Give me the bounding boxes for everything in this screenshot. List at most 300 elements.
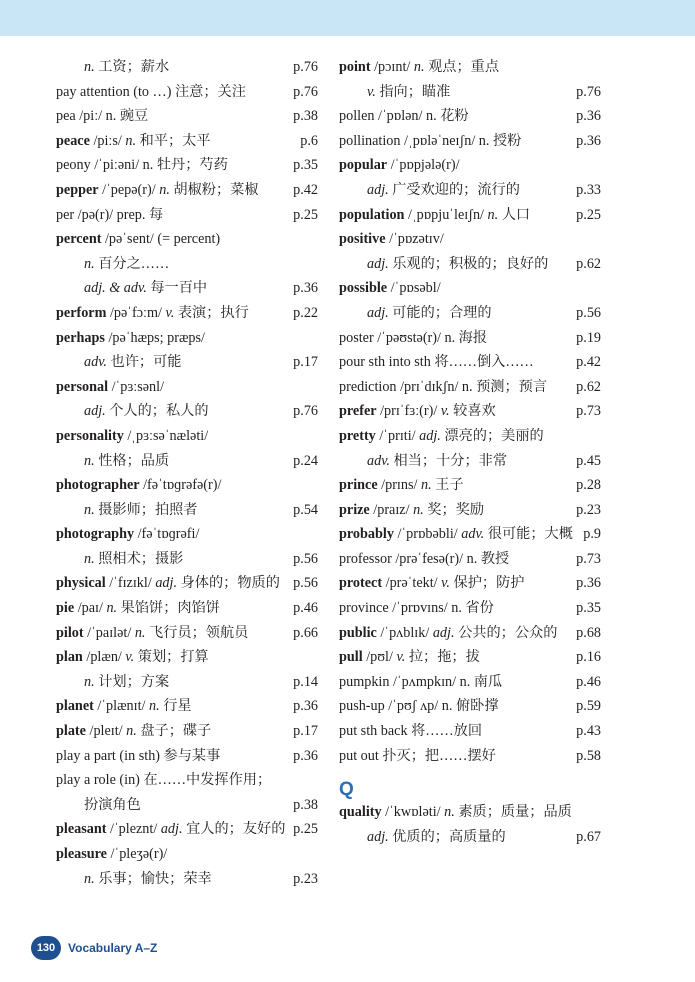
vocab-entry bbox=[339, 129, 601, 154]
entry-definition: 保护；防护 bbox=[449, 575, 525, 592]
entry-headword: protect bbox=[339, 575, 383, 592]
entry-text bbox=[56, 526, 199, 542]
entry-page-ref: p.45 bbox=[576, 452, 601, 469]
entry-definition: 广受欢迎的；流行的 bbox=[388, 181, 520, 198]
entry-definition: 盘子；碟子 bbox=[136, 723, 212, 740]
entry-pronunciation: /ˈpɒzətɪv/ bbox=[385, 231, 444, 248]
entry-page-ref: p.36 bbox=[293, 280, 318, 297]
entry-definition: push-up /ˈpʊʃ ʌp/ n. 俯卧撑 bbox=[339, 698, 499, 715]
entry-definition: play a role (in) 在……中发挥作用； bbox=[56, 772, 272, 789]
entry-definition: province /ˈprɒvɪns/ n. 省份 bbox=[339, 600, 494, 617]
entry-headword: pull bbox=[339, 649, 363, 666]
vocab-entry bbox=[56, 596, 318, 621]
entry-text bbox=[56, 674, 169, 690]
entry-pronunciation: /pəˈsent/ (= percent) bbox=[101, 231, 221, 248]
entry-definition: 相当；十分；非常 bbox=[389, 452, 508, 469]
entry-text bbox=[56, 649, 209, 665]
entry-headword: perhaps bbox=[56, 329, 105, 346]
entry-page-ref: p.76 bbox=[576, 83, 601, 100]
entry-definition: 果馅饼；肉馅饼 bbox=[117, 600, 220, 617]
entry-page-ref: p.9 bbox=[583, 526, 601, 543]
vocab-entry bbox=[339, 800, 601, 825]
entry-text bbox=[339, 748, 496, 764]
entry-text bbox=[56, 797, 141, 813]
entry-text bbox=[339, 502, 484, 518]
entry-text bbox=[339, 157, 460, 173]
entry-part-of-speech: n. bbox=[84, 452, 95, 469]
entry-pronunciation: /ˈpleznt/ bbox=[106, 821, 161, 838]
entry-headword: probably bbox=[339, 526, 394, 543]
entry-text bbox=[56, 133, 211, 149]
entry-definition: 策划；打算 bbox=[134, 649, 209, 666]
entry-text bbox=[339, 403, 496, 419]
entry-part-of-speech: n. bbox=[84, 673, 95, 690]
entry-text bbox=[339, 280, 441, 296]
entry-part-of-speech: n. bbox=[159, 181, 170, 198]
vocab-entry bbox=[56, 80, 318, 105]
vocab-entry bbox=[56, 203, 318, 228]
vocab-entry bbox=[339, 670, 601, 695]
entry-headword: population bbox=[339, 206, 405, 223]
entry-definition: 个人的；私人的 bbox=[105, 403, 209, 420]
entry-page-ref: p.36 bbox=[576, 575, 601, 592]
entry-part-of-speech: adj. bbox=[367, 181, 389, 198]
vocab-entry bbox=[56, 621, 318, 646]
entry-pronunciation: /ˈpepə(r)/ bbox=[98, 181, 160, 198]
entry-text bbox=[339, 723, 482, 739]
vocab-entry bbox=[56, 842, 318, 867]
entry-text bbox=[56, 330, 205, 346]
entry-part-of-speech: adv. bbox=[367, 452, 390, 469]
entry-definition: 也许；可能 bbox=[106, 354, 182, 371]
vocab-entry bbox=[56, 326, 318, 351]
entry-pronunciation: /ˈprɒbəbli/ bbox=[393, 526, 462, 543]
entry-text bbox=[56, 182, 259, 198]
entry-text bbox=[339, 59, 499, 75]
entry-text bbox=[56, 305, 249, 321]
entry-headword: possible bbox=[339, 280, 388, 297]
vocab-entry bbox=[339, 350, 601, 375]
entry-definition: 扮演角色 bbox=[84, 796, 141, 813]
entry-text bbox=[56, 698, 192, 714]
entry-page-ref: p.62 bbox=[576, 378, 601, 395]
entry-text bbox=[56, 403, 209, 419]
entry-headword: pilot bbox=[56, 624, 84, 641]
entry-headword: peace bbox=[56, 132, 90, 149]
entry-text bbox=[339, 600, 494, 616]
vocab-entry bbox=[56, 252, 318, 277]
entry-definition: pollination /ˌpɒləˈneɪʃn/ n. 授粉 bbox=[339, 132, 522, 149]
vocab-entry bbox=[56, 694, 318, 719]
entry-page-ref: p.43 bbox=[576, 723, 601, 740]
entry-pronunciation: /pɔɪnt/ bbox=[370, 59, 414, 75]
entry-text bbox=[339, 330, 487, 346]
vocab-entry bbox=[339, 326, 601, 351]
entry-part-of-speech: adj. & adv. bbox=[84, 280, 147, 297]
entry-pronunciation: /prəˈtekt/ bbox=[382, 575, 442, 592]
entry-definition: prediction /prɪˈdɪkʃn/ n. 预测；预言 bbox=[339, 378, 548, 395]
entry-page-ref: p.73 bbox=[576, 403, 601, 420]
entry-definition: 飞行员；领航员 bbox=[145, 624, 249, 641]
entry-pronunciation: /pʊl/ bbox=[362, 649, 397, 666]
vocab-entry bbox=[339, 645, 601, 670]
vocab-entry bbox=[56, 55, 318, 80]
vocab-entry bbox=[339, 621, 601, 646]
entry-part-of-speech: adv. bbox=[84, 354, 107, 371]
entry-part-of-speech: adj. bbox=[367, 828, 389, 845]
entry-headword: positive bbox=[339, 231, 386, 248]
entry-pronunciation: /prɪns/ bbox=[377, 477, 421, 494]
entry-text bbox=[56, 748, 220, 764]
entry-text bbox=[56, 772, 271, 788]
vocab-entry bbox=[339, 719, 601, 744]
vocab-entry bbox=[56, 645, 318, 670]
entry-text bbox=[339, 698, 499, 714]
entry-definition: 指向；瞄准 bbox=[375, 83, 451, 100]
entry-definition: play a part (in sth) 参与某事 bbox=[56, 747, 221, 764]
vocab-entry bbox=[56, 375, 318, 400]
vocab-entry bbox=[339, 375, 601, 400]
vocab-entry bbox=[56, 129, 318, 154]
entry-part-of-speech: v. bbox=[165, 304, 175, 321]
entry-definition: put sth back 将……放回 bbox=[339, 723, 483, 740]
entry-part-of-speech: n. bbox=[84, 255, 95, 272]
entry-text bbox=[339, 575, 524, 591]
vocab-entry bbox=[339, 694, 601, 719]
vocab-entry bbox=[56, 744, 318, 769]
vocab-entry bbox=[339, 276, 601, 301]
entry-text bbox=[339, 625, 557, 641]
entry-page-ref: p.46 bbox=[576, 673, 601, 690]
vocab-entry bbox=[56, 793, 318, 818]
entry-headword: prize bbox=[339, 501, 370, 518]
entry-page-ref: p.22 bbox=[293, 304, 318, 321]
entry-page-ref: p.56 bbox=[576, 304, 601, 321]
entry-pronunciation: /ˈpɜːsənl/ bbox=[108, 378, 165, 395]
entry-part-of-speech: n. bbox=[149, 698, 160, 715]
vocab-entry bbox=[339, 449, 601, 474]
left-column bbox=[56, 55, 318, 891]
entry-text bbox=[56, 846, 167, 862]
entry-page-ref: p.66 bbox=[293, 624, 318, 641]
vocab-entry bbox=[56, 227, 318, 252]
entry-page-ref: p.73 bbox=[576, 550, 601, 567]
vocab-entry bbox=[339, 153, 601, 178]
entry-text bbox=[339, 379, 547, 395]
entry-definition: 观点；重点 bbox=[424, 59, 500, 75]
entry-definition: 和平；太平 bbox=[136, 132, 211, 149]
entry-text bbox=[56, 207, 163, 223]
entry-page-ref: p.54 bbox=[293, 501, 318, 518]
entry-headword: photography bbox=[56, 526, 135, 543]
entry-page-ref: p.35 bbox=[576, 600, 601, 617]
entry-headword: planet bbox=[56, 698, 94, 715]
entry-headword: pie bbox=[56, 600, 75, 617]
entry-part-of-speech: adj. bbox=[155, 575, 178, 592]
entry-part-of-speech: v. bbox=[441, 575, 450, 592]
entry-pronunciation: /ˈpleʒə(r)/ bbox=[106, 846, 168, 862]
entry-definition: 较喜欢 bbox=[449, 403, 496, 420]
entry-part-of-speech: n. bbox=[125, 132, 137, 149]
entry-definition: 身体的；物质的 bbox=[177, 575, 280, 592]
entry-part-of-speech: adj. bbox=[160, 821, 183, 838]
entry-page-ref: p.25 bbox=[576, 206, 601, 223]
entry-headword: quality bbox=[339, 804, 382, 821]
entry-text bbox=[56, 379, 164, 395]
section-letter-q: Q bbox=[339, 779, 354, 801]
entry-page-ref: p.59 bbox=[576, 698, 601, 715]
entry-definition: 优质的；高质量的 bbox=[388, 828, 506, 845]
entry-text bbox=[56, 625, 248, 641]
entry-text bbox=[339, 84, 450, 100]
vocab-entry bbox=[56, 424, 318, 449]
entry-part-of-speech: n. bbox=[487, 206, 499, 223]
entry-definition: 性格；品质 bbox=[94, 452, 170, 469]
entry-page-ref: p.58 bbox=[576, 747, 601, 764]
vocab-entry bbox=[56, 153, 318, 178]
right-column bbox=[339, 55, 601, 849]
entry-text bbox=[339, 649, 480, 665]
entry-text bbox=[56, 575, 280, 591]
entry-definition: 人口 bbox=[498, 206, 531, 223]
entry-text bbox=[56, 428, 208, 444]
entry-part-of-speech: n. bbox=[84, 59, 95, 75]
entry-text bbox=[339, 256, 548, 272]
vocab-entry bbox=[339, 473, 601, 498]
entry-pronunciation: /ˈpaɪlət/ bbox=[83, 624, 135, 641]
entry-text bbox=[56, 280, 207, 296]
vocab-entry bbox=[339, 498, 601, 523]
entry-page-ref: p.6 bbox=[300, 132, 318, 149]
vocab-entry bbox=[56, 104, 318, 129]
entry-part-of-speech: v. bbox=[396, 649, 406, 666]
entry-pronunciation: /prɪˈfɜː(r)/ bbox=[376, 403, 441, 420]
entry-text bbox=[56, 354, 181, 370]
entry-pronunciation: /piːs/ bbox=[89, 132, 126, 149]
entry-definition: 漂亮的；美丽的 bbox=[440, 427, 544, 444]
entry-definition: 可能的；合理的 bbox=[388, 304, 492, 321]
entry-pronunciation: /pleɪt/ bbox=[85, 723, 127, 740]
entry-definition: 表演；执行 bbox=[174, 304, 249, 321]
entry-part-of-speech: n. bbox=[420, 477, 432, 494]
entry-text bbox=[56, 453, 169, 469]
entry-page-ref: p.42 bbox=[576, 354, 601, 371]
entry-text bbox=[339, 829, 506, 845]
entry-definition: 乐事；愉快；荣幸 bbox=[94, 870, 212, 887]
entry-page-ref: p.62 bbox=[576, 255, 601, 272]
entry-headword: public bbox=[339, 624, 377, 641]
entry-text bbox=[339, 108, 469, 124]
entry-page-ref: p.76 bbox=[293, 59, 318, 75]
entry-part-of-speech: n. bbox=[444, 804, 455, 821]
entry-headword: prefer bbox=[339, 403, 377, 420]
entry-page-ref: p.25 bbox=[293, 821, 318, 838]
entry-headword: photographer bbox=[56, 477, 140, 494]
entry-pronunciation: /pəˈhæps; præps/ bbox=[104, 329, 205, 346]
vocab-entry bbox=[56, 449, 318, 474]
entry-page-ref: p.76 bbox=[293, 403, 318, 420]
entry-text bbox=[339, 453, 507, 469]
vocab-entry bbox=[339, 55, 601, 80]
entry-headword: pleasure bbox=[56, 846, 107, 862]
entry-text bbox=[339, 477, 464, 493]
vocab-entry bbox=[339, 522, 601, 547]
entry-text bbox=[56, 231, 220, 247]
vocab-entry bbox=[56, 670, 318, 695]
entry-page-ref: p.76 bbox=[293, 83, 318, 100]
entry-page-ref: p.14 bbox=[293, 673, 318, 690]
entry-part-of-speech: n. bbox=[84, 550, 95, 567]
vocab-entry bbox=[339, 825, 601, 850]
vocab-entry bbox=[339, 227, 601, 252]
entry-pronunciation: /ˈpʌblɪk/ bbox=[376, 624, 433, 641]
entry-definition: poster /ˈpəʊstə(r)/ n. 海报 bbox=[339, 329, 488, 346]
entry-page-ref: p.38 bbox=[293, 796, 318, 813]
entry-text bbox=[339, 551, 509, 567]
entry-page-ref: p.35 bbox=[293, 157, 318, 174]
entry-text bbox=[339, 354, 534, 370]
entry-pronunciation: /ˈpɒsəbl/ bbox=[387, 280, 441, 297]
entry-text bbox=[56, 821, 285, 837]
entry-headword: pepper bbox=[56, 181, 99, 198]
vocab-entry bbox=[339, 252, 601, 277]
entry-part-of-speech: adj. bbox=[419, 427, 441, 444]
entry-text bbox=[339, 804, 572, 820]
entry-page-ref: p.46 bbox=[293, 600, 318, 617]
entry-text bbox=[56, 600, 220, 616]
page-number: 130 bbox=[31, 936, 61, 960]
entry-definition: 行星 bbox=[159, 698, 192, 715]
vocab-entry bbox=[56, 768, 318, 793]
entry-headword: physical bbox=[56, 575, 106, 592]
entry-page-ref: p.56 bbox=[293, 575, 318, 592]
entry-page-ref: p.16 bbox=[576, 649, 601, 666]
vocab-entry bbox=[339, 80, 601, 105]
entry-headword: popular bbox=[339, 157, 388, 174]
entry-text bbox=[339, 526, 573, 542]
entry-text bbox=[339, 133, 521, 149]
vocab-entry bbox=[339, 178, 601, 203]
entry-pronunciation: /paɪ/ bbox=[74, 600, 107, 617]
entry-page-ref: p.17 bbox=[293, 354, 318, 371]
entry-pronunciation: /ˌpɒpjuˈleɪʃn/ bbox=[404, 206, 488, 223]
vocab-entry bbox=[339, 301, 601, 326]
entry-definition: 奖；奖励 bbox=[423, 501, 485, 518]
vocab-entry bbox=[56, 399, 318, 424]
entry-part-of-speech: n. bbox=[84, 870, 95, 887]
entry-pronunciation: /ˈkwɒləti/ bbox=[381, 804, 445, 821]
entry-text bbox=[339, 305, 492, 321]
entry-part-of-speech: adj. bbox=[367, 304, 389, 321]
entry-pronunciation: /pəˈfɔːm/ bbox=[106, 304, 166, 321]
entry-part-of-speech: n. bbox=[413, 501, 424, 518]
entry-pronunciation: /fəˈtɒɡrəfi/ bbox=[134, 526, 200, 543]
header-band bbox=[0, 0, 695, 36]
entry-pronunciation: /ˈpɒpjələ(r)/ bbox=[387, 157, 460, 174]
entry-page-ref: p.28 bbox=[576, 477, 601, 494]
entry-pronunciation: /praɪz/ bbox=[369, 501, 414, 518]
entry-text bbox=[56, 108, 148, 124]
entry-part-of-speech: adj. bbox=[84, 403, 106, 420]
entry-definition: 工资；薪水 bbox=[94, 59, 170, 75]
entry-definition: 百分之…… bbox=[94, 255, 170, 272]
entry-headword: personal bbox=[56, 378, 109, 395]
entry-headword: personality bbox=[56, 427, 124, 444]
vocab-entry bbox=[56, 571, 318, 596]
page-footer bbox=[31, 935, 157, 961]
entry-part-of-speech: v. bbox=[367, 83, 376, 100]
entry-text bbox=[339, 428, 544, 444]
entry-definition: 宜人的；友好的 bbox=[182, 821, 286, 838]
entry-definition: 拉；拖；拔 bbox=[405, 649, 480, 666]
entry-text bbox=[56, 551, 183, 567]
entry-part-of-speech: adj. bbox=[432, 624, 455, 641]
entry-page-ref: p.25 bbox=[293, 206, 318, 223]
vocab-entry bbox=[339, 424, 601, 449]
entry-pronunciation: /ˈprɪti/ bbox=[375, 427, 420, 444]
entry-page-ref: p.56 bbox=[293, 550, 318, 567]
entry-definition: professor /prəˈfesə(r)/ n. 教授 bbox=[339, 550, 510, 567]
vocab-entry bbox=[56, 473, 318, 498]
entry-pronunciation: /fəˈtɒɡrəfə(r)/ bbox=[139, 477, 222, 494]
entry-part-of-speech: n. bbox=[126, 723, 137, 740]
vocab-entry bbox=[56, 817, 318, 842]
entry-text bbox=[56, 723, 211, 739]
entry-definition: 照相术；摄影 bbox=[94, 550, 184, 567]
entry-part-of-speech: n. bbox=[413, 59, 425, 75]
entry-definition: 摄影师；拍照者 bbox=[94, 501, 198, 518]
entry-part-of-speech: n. bbox=[134, 624, 146, 641]
vocab-entry bbox=[339, 744, 601, 769]
entry-pronunciation: /ˌpɜːsəˈnæləti/ bbox=[123, 427, 209, 444]
entry-definition: per /pə(r)/ prep. 每 bbox=[56, 206, 164, 223]
entry-headword: percent bbox=[56, 231, 102, 248]
entry-page-ref: p.36 bbox=[293, 747, 318, 764]
vocab-entry bbox=[339, 203, 601, 228]
entry-text bbox=[56, 59, 169, 75]
entry-definition: pour sth into sth 将……倒入…… bbox=[339, 354, 534, 371]
entry-part-of-speech: adj. bbox=[367, 255, 389, 272]
entry-headword: plan bbox=[56, 649, 83, 666]
entry-definition: 素质；质量；品质 bbox=[454, 804, 572, 821]
entry-text bbox=[339, 674, 502, 690]
vocab-entry bbox=[339, 399, 601, 424]
entry-definition: 计划；方案 bbox=[94, 673, 170, 690]
entry-page-ref: p.23 bbox=[293, 870, 318, 887]
entry-part-of-speech: adv. bbox=[461, 526, 485, 543]
entry-pronunciation: /plæn/ bbox=[82, 649, 126, 666]
entry-text bbox=[56, 256, 169, 272]
entry-headword: pleasant bbox=[56, 821, 107, 838]
entry-headword: perform bbox=[56, 304, 107, 321]
entry-page-ref: p.19 bbox=[576, 329, 601, 346]
entry-definition: pollen /ˈpɒlən/ n. 花粉 bbox=[339, 108, 469, 125]
entry-definition: 很可能；大概 bbox=[484, 526, 573, 543]
entry-page-ref: p.68 bbox=[576, 624, 601, 641]
entry-definition: peony /ˈpiːəni/ n. 牡丹；芍药 bbox=[56, 157, 228, 174]
entry-pronunciation: /ˈplænɪt/ bbox=[93, 698, 150, 715]
vocab-entry bbox=[339, 104, 601, 129]
entry-page-ref: p.33 bbox=[576, 181, 601, 198]
vocab-entry bbox=[56, 498, 318, 523]
vocab-entry bbox=[56, 178, 318, 203]
entry-text bbox=[56, 871, 212, 887]
vocab-entry bbox=[56, 547, 318, 572]
footer-title: Vocabulary A–Z bbox=[68, 941, 158, 955]
entry-definition: 每一百中 bbox=[146, 280, 208, 297]
entry-headword: point bbox=[339, 59, 371, 75]
vocab-entry bbox=[339, 596, 601, 621]
